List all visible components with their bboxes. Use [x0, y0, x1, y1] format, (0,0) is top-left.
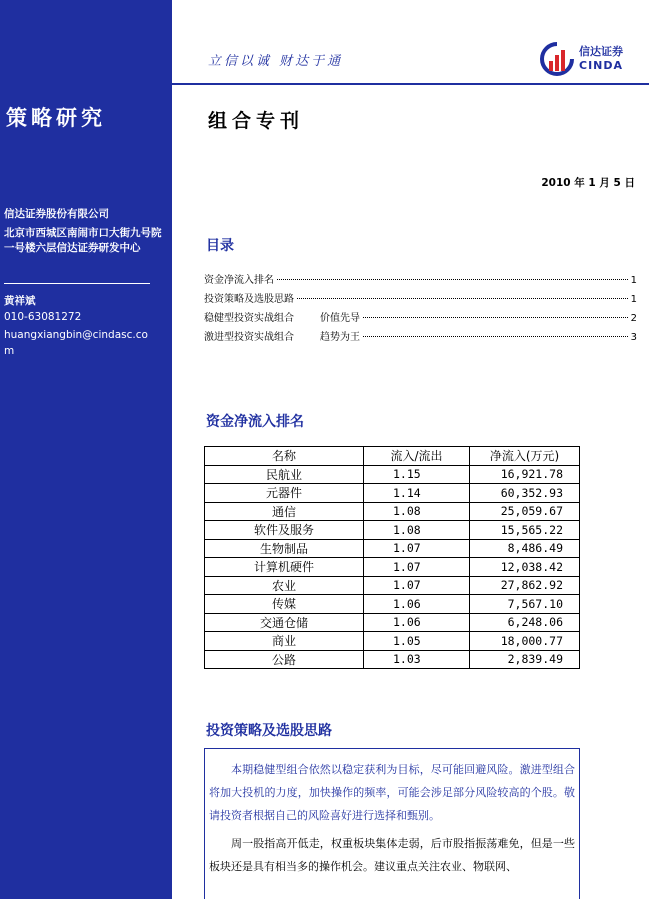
cell-ratio: 1.07	[364, 576, 470, 595]
toc-item-label: 投资策略及选股思路	[204, 294, 294, 305]
logo-name: 信达证券	[579, 45, 623, 58]
fund-flow-heading: 资金净流入排名	[206, 414, 304, 430]
toc-heading: 目录	[206, 238, 234, 254]
cell-net-inflow: 27,862.92	[470, 576, 580, 595]
cell-net-inflow: 8,486.49	[470, 539, 580, 558]
table-row	[205, 595, 580, 614]
table-header-row	[205, 447, 580, 466]
toc-item-label: 稳健型投资实战组合	[204, 313, 294, 324]
cell-net-inflow: 25,059.67	[470, 502, 580, 521]
cell-name: 民航业	[205, 465, 364, 484]
cell-ratio: 1.06	[364, 613, 470, 632]
column-header-name: 名称	[205, 447, 364, 466]
cell-name: 生物制品	[205, 539, 364, 558]
cell-ratio: 1.05	[364, 632, 470, 651]
strategy-box	[204, 748, 580, 899]
table-row	[205, 502, 580, 521]
cell-name: 农业	[205, 576, 364, 595]
cell-name: 交通仓储	[205, 613, 364, 632]
toc-item[interactable]	[204, 309, 637, 328]
column-header-ratio: 流入/流出	[364, 447, 470, 466]
company-address: 北京市西城区南闹市口大街九号院一号楼六层信达证券研发中心	[4, 227, 162, 254]
company-name: 信达证券股份有限公司	[4, 208, 109, 220]
cell-name: 元器件	[205, 484, 364, 503]
toc-item-page: 2	[630, 313, 637, 324]
fund-flow-table	[204, 446, 580, 669]
cell-ratio: 1.07	[364, 539, 470, 558]
cinda-logo-icon	[539, 41, 575, 77]
toc-item[interactable]	[204, 328, 637, 347]
header-divider	[172, 83, 649, 85]
cell-ratio: 1.08	[364, 502, 470, 521]
cell-ratio: 1.03	[364, 650, 470, 669]
cell-name: 软件及服务	[205, 521, 364, 540]
cell-name: 传媒	[205, 595, 364, 614]
sidebar-divider	[4, 283, 150, 284]
table-row	[205, 650, 580, 669]
fund-flow-table-body	[205, 465, 580, 669]
cell-name: 通信	[205, 502, 364, 521]
cell-name: 商业	[205, 632, 364, 651]
table-row	[205, 521, 580, 540]
toc-item-label: 资金净流入排名	[204, 275, 274, 286]
cell-net-inflow: 60,352.93	[470, 484, 580, 503]
author-email[interactable]: huangxiangbin@cindasc.com	[4, 329, 148, 357]
author-name: 黄祥斌	[4, 295, 36, 307]
cell-net-inflow: 15,565.22	[470, 521, 580, 540]
cell-ratio: 1.15	[364, 465, 470, 484]
toc-leader	[363, 336, 628, 337]
toc-item-page: 3	[630, 332, 637, 343]
cell-net-inflow: 6,248.06	[470, 613, 580, 632]
cell-ratio: 1.07	[364, 558, 470, 577]
toc-item[interactable]	[204, 290, 637, 309]
cell-ratio: 1.14	[364, 484, 470, 503]
table-of-contents	[204, 271, 637, 347]
column-header-net-inflow: 净流入(万元)	[470, 447, 580, 466]
table-row	[205, 632, 580, 651]
document-title: 组合专刊	[208, 110, 305, 132]
toc-item-page: 1	[630, 294, 637, 305]
toc-item-subtitle: 价值先导	[320, 313, 360, 324]
table-row	[205, 613, 580, 632]
strategy-heading: 投资策略及选股思路	[206, 723, 332, 739]
company-motto: 立信以诚 财达于通	[208, 54, 344, 69]
market-paragraph: 周一股指高开低走，权重板块集体走弱，后市股指振荡难免，但是一些板块还是具有相当多的操作机会。建议重点关注农业、物联网、	[209, 837, 575, 873]
sidebar-title: 策略研究	[6, 105, 106, 130]
table-row	[205, 465, 580, 484]
toc-leader	[363, 317, 628, 318]
logo-english: CINDA	[579, 59, 624, 72]
author-phone: 010-63081272	[4, 311, 82, 323]
cell-net-inflow: 7,567.10	[470, 595, 580, 614]
cell-net-inflow: 12,038.42	[470, 558, 580, 577]
table-row	[205, 484, 580, 503]
table-row	[205, 558, 580, 577]
cell-net-inflow: 18,000.77	[470, 632, 580, 651]
cell-ratio: 1.08	[364, 521, 470, 540]
cell-name: 公路	[205, 650, 364, 669]
toc-item-subtitle: 趋势为王	[320, 332, 360, 343]
strategy-paragraph: 本期稳健型组合依然以稳定获利为目标，尽可能回避风险。激进型组合将加大投机的力度，加快操作的频率，可能会涉足部分风险较高的个股。敬请投资者根据自己的风险喜好进行选择和甄别。	[209, 763, 575, 822]
table-row	[205, 576, 580, 595]
toc-item-page: 1	[630, 275, 637, 286]
table-row	[205, 539, 580, 558]
report-date: 2010 年 1 月 5 日	[541, 177, 635, 189]
cell-ratio: 1.06	[364, 595, 470, 614]
toc-item[interactable]	[204, 271, 637, 290]
toc-leader	[297, 298, 628, 299]
cinda-logo	[539, 41, 645, 77]
cell-name: 计算机硬件	[205, 558, 364, 577]
sidebar	[0, 0, 172, 899]
cell-net-inflow: 2,839.49	[470, 650, 580, 669]
toc-leader	[277, 279, 628, 280]
cell-net-inflow: 16,921.78	[470, 465, 580, 484]
toc-item-label: 激进型投资实战组合	[204, 332, 294, 343]
